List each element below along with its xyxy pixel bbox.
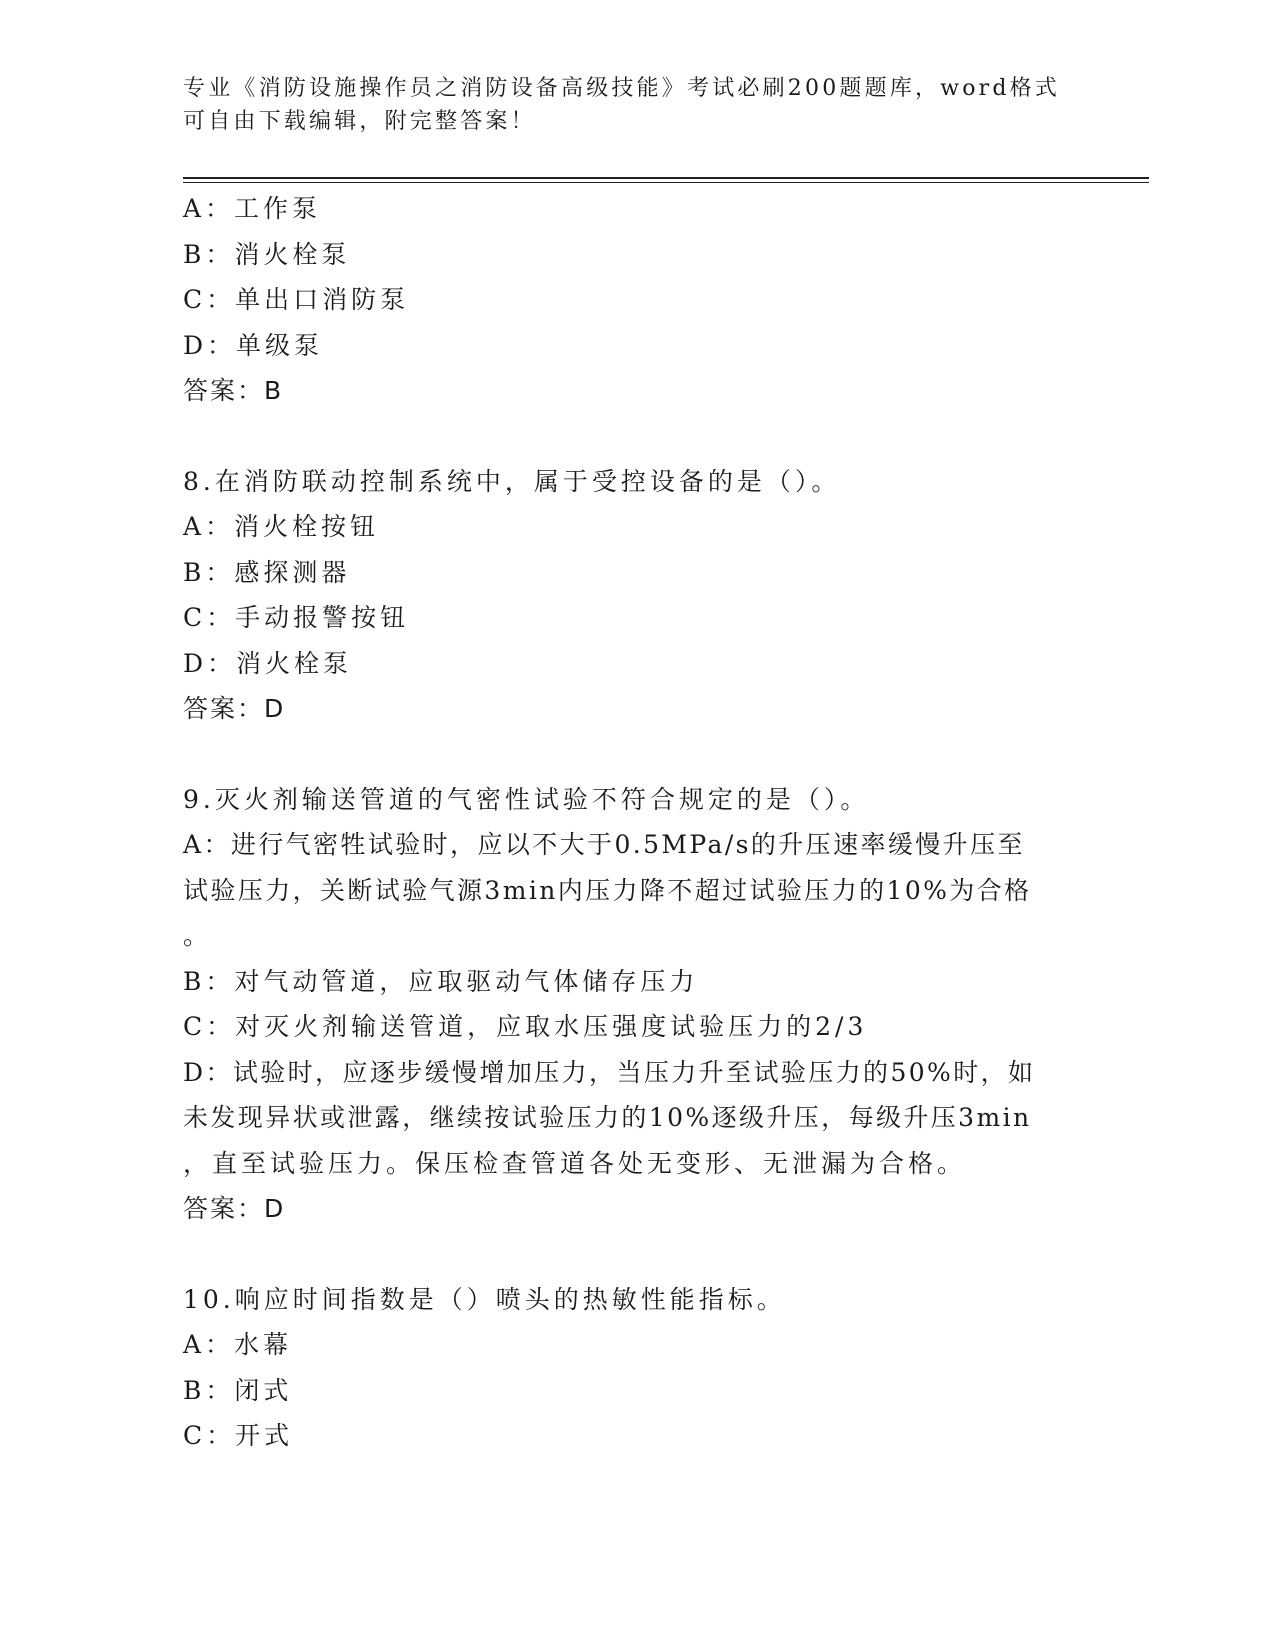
question-text: 8.在消防联动控制系统中，属于受控设备的是（）。 [183, 466, 841, 496]
option-c: C：对灭火剂输送管道，应取水压强度试验压力的2/3 [183, 1012, 868, 1041]
answer: 答案：B [183, 376, 284, 405]
question-text: 9.灭火剂输送管道的气密性试验不符合规定的是（）。 [183, 784, 870, 814]
question-text: 10.响应时间指数是（）喷头的热敏性能指标。 [183, 1284, 786, 1314]
option-a-line-2: 试验压力，关断试验气源3min内压力降不超过试验压力的10%为合格 [183, 875, 1032, 905]
option-a: A：工作泵 [183, 194, 322, 223]
option-a: A：水幕 [183, 1330, 293, 1359]
option-b: B：闭式 [183, 1375, 293, 1405]
option-c: C：单出口消防泵 [183, 285, 410, 314]
option-d-line-2: 未发现异状或泄露，继续按试验压力的10%逐级升压，每级升压3min [183, 1103, 1032, 1132]
option-d: D：消火栓泵 [183, 648, 353, 678]
header-divider-thin [183, 182, 1149, 183]
question-9 [183, 777, 1063, 1232]
option-c: C：手动报警按钮 [183, 603, 410, 632]
question-7 [183, 186, 1063, 414]
option-b: B：对气动管道，应取驱动气体储存压力 [183, 966, 699, 996]
spacer [183, 414, 1063, 459]
answer: 答案：D [183, 1194, 286, 1223]
option-c: C：开式 [183, 1421, 294, 1450]
spacer [183, 732, 1063, 777]
document-header: 专业《消防设施操作员之消防设备高级技能》考试必刷200题题库，word格式可自由下载编辑，附完整答案！ [183, 76, 1061, 134]
answer: 答案：D [183, 694, 286, 723]
option-d-line-3: ，直至试验压力。保压检查管道各处无变形、无泄漏为合格。 [183, 1148, 967, 1178]
option-a-line-1: A：进行气密牲试验时，应以不大于0.5MPa/s的升压速率缓慢升压至 [183, 830, 1025, 859]
question-8 [183, 459, 1063, 732]
option-a: A：消火栓按钮 [183, 512, 380, 541]
option-b: B：感探测器 [183, 557, 351, 587]
option-a-line-3: 。 [183, 921, 213, 950]
option-b: B：消火栓泵 [183, 239, 351, 269]
option-d: D：单级泵 [183, 330, 324, 360]
header-divider-thick [183, 177, 1149, 179]
spacer [183, 1232, 1063, 1277]
question-list [183, 186, 1063, 1459]
option-d-line-1: D：试验时，应逐步缓慢增加压力，当压力升至试验压力的50%时，如 [183, 1057, 1036, 1087]
question-10 [183, 1277, 1063, 1459]
